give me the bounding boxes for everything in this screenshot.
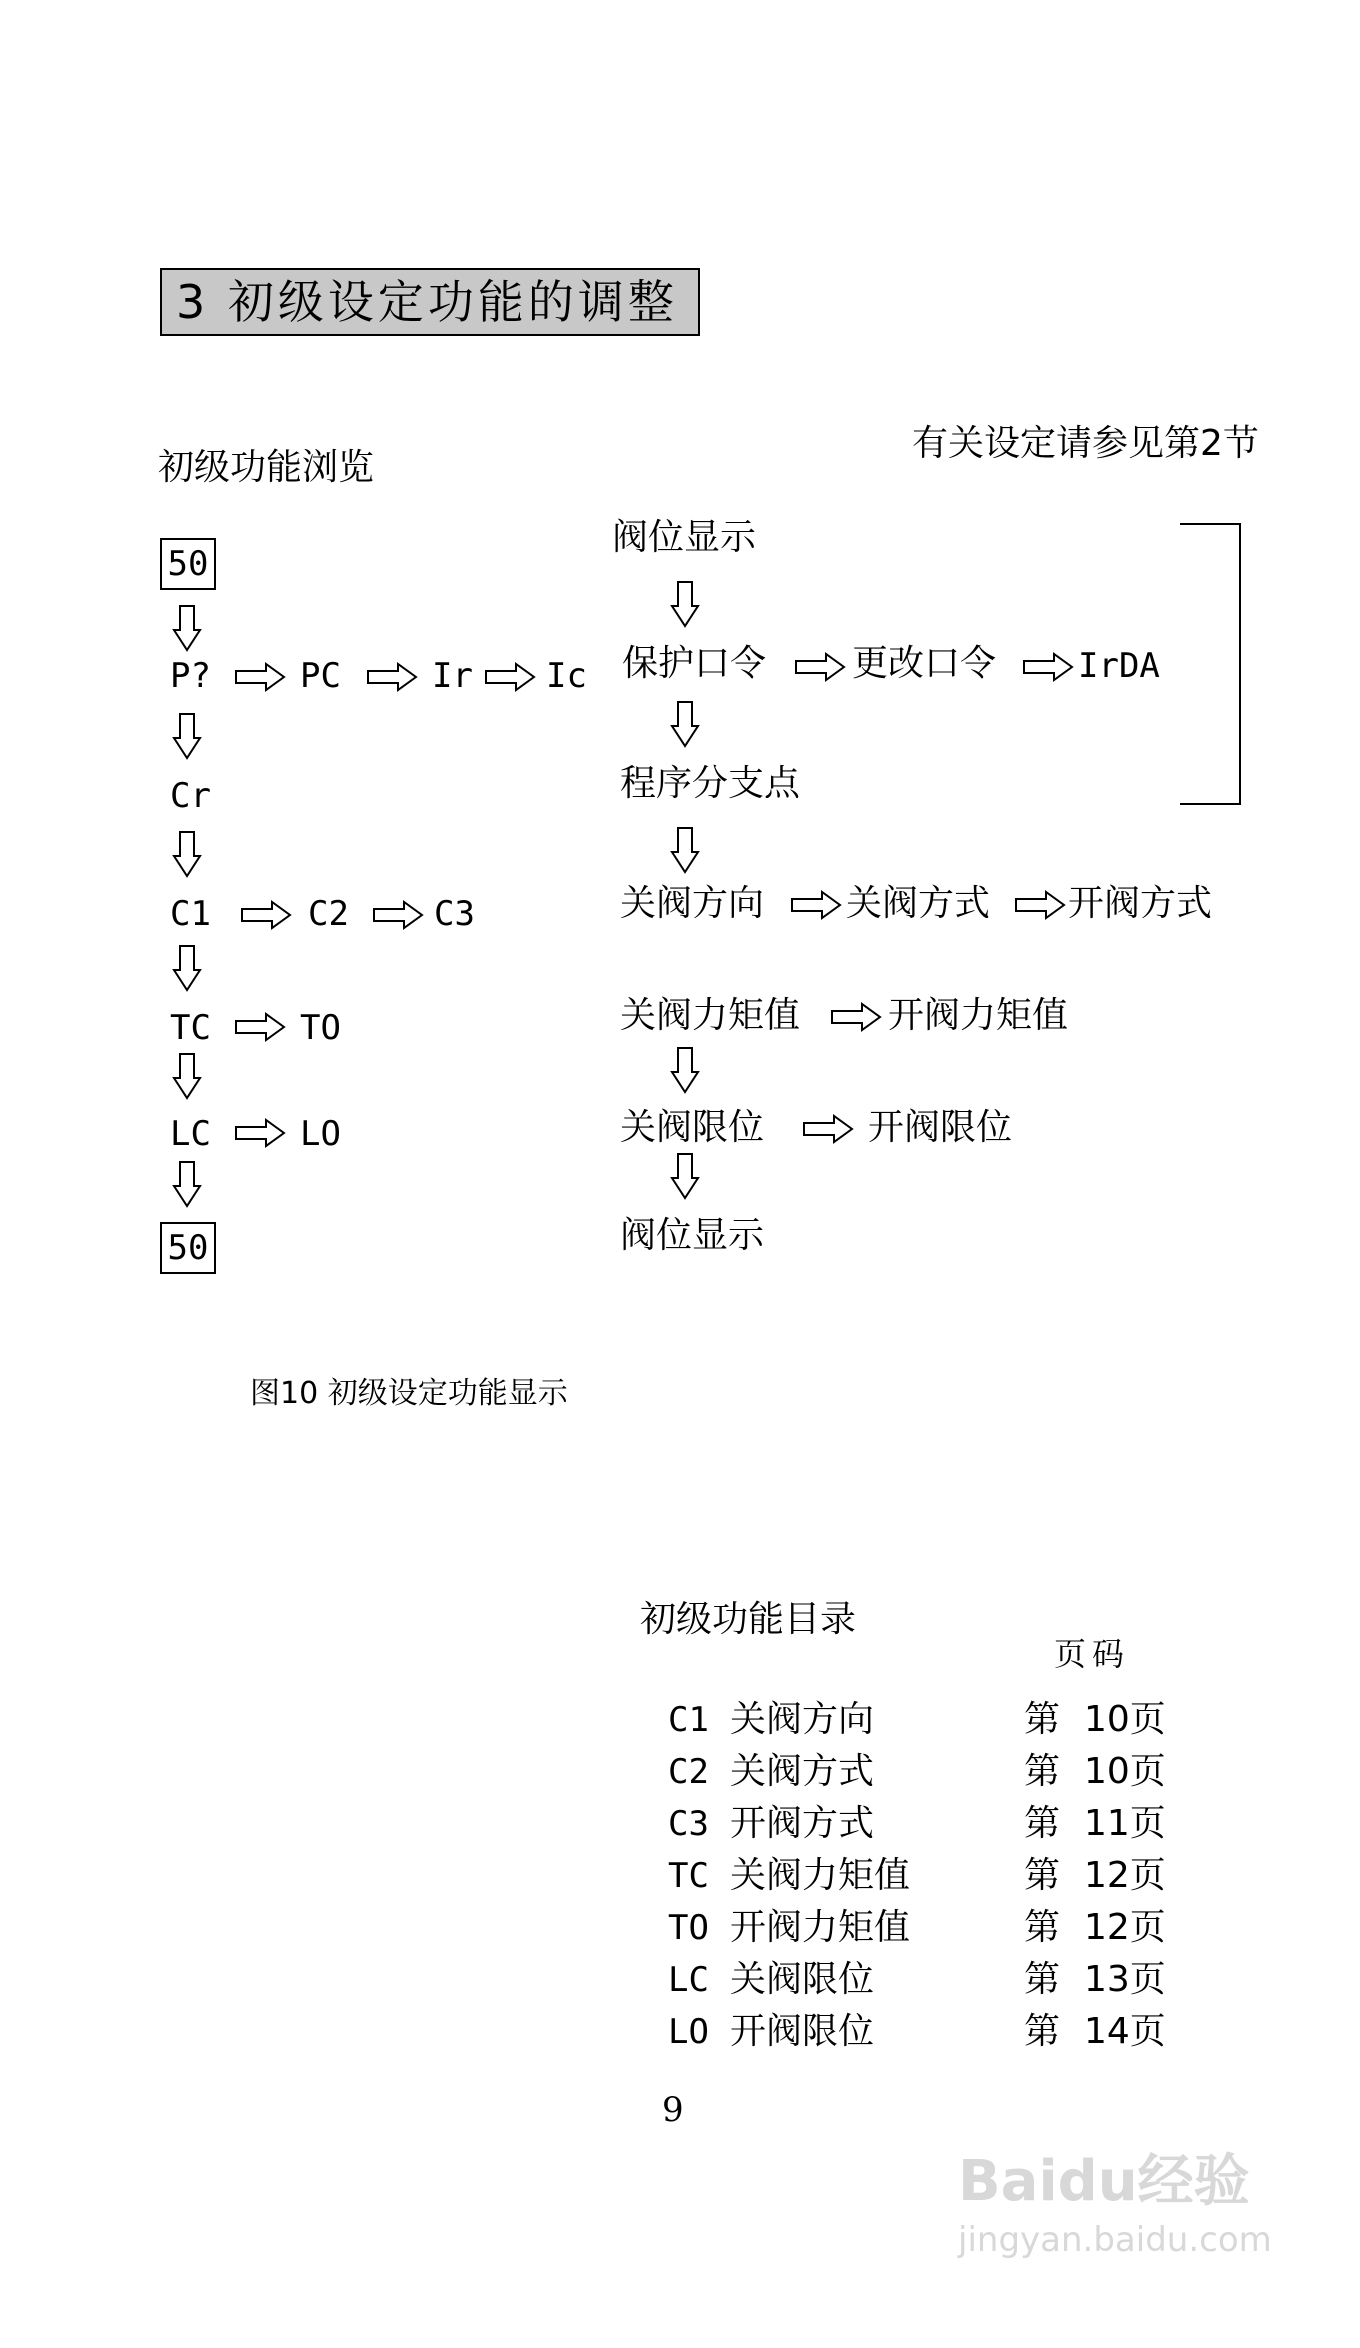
toc-row-code: C3	[668, 1804, 709, 1844]
code-c3: C3	[434, 894, 475, 934]
code-ic: Ic	[546, 656, 587, 696]
open-limit: 开阀限位	[868, 1107, 1013, 1148]
right-arrow-icon	[1014, 890, 1066, 920]
toc-row-name: 开阀限位	[730, 2011, 875, 2052]
toc-row-prefix: 第	[1024, 1959, 1061, 2000]
right-arrow-icon	[234, 1012, 286, 1042]
toc-row-name: 开阀方式	[730, 1803, 875, 1844]
toc-row-prefix: 第	[1024, 1907, 1061, 1948]
down-arrow-icon	[172, 830, 202, 878]
open-mode: 开阀方式	[1068, 883, 1213, 924]
close-mode: 关阀方式	[846, 883, 991, 924]
close-direction: 关阀方向	[620, 883, 765, 924]
right-arrow-icon	[234, 662, 286, 692]
toc-row-page: 12页	[1084, 1907, 1166, 1948]
toc-row-name: 关阀力矩值	[730, 1855, 911, 1896]
code-c1: C1	[170, 894, 211, 934]
down-arrow-icon	[172, 1052, 202, 1100]
watermark-url: jingyan.baidu.com	[958, 2220, 1272, 2260]
figure-caption: 图10 初级设定功能显示	[250, 1376, 568, 1411]
settings-note: 有关设定请参见第2节	[912, 423, 1259, 464]
valve-position-display-top: 阀位显示	[612, 517, 757, 558]
toc-row-code: TO	[668, 1908, 709, 1948]
toc-row-page: 10页	[1084, 1751, 1166, 1792]
right-arrow-icon	[1022, 652, 1074, 682]
toc-row-page: 12页	[1084, 1855, 1166, 1896]
right-arrow-icon	[790, 890, 842, 920]
toc-row-prefix: 第	[1024, 2011, 1061, 2052]
code-ir: Ir	[432, 656, 473, 696]
toc-row-prefix: 第	[1024, 1699, 1061, 1740]
toc-row-prefix: 第	[1024, 1803, 1061, 1844]
down-arrow-icon	[172, 944, 202, 992]
toc-title: 初级功能目录	[640, 1599, 857, 1640]
right-arrow-icon	[484, 662, 536, 692]
down-arrow-icon	[172, 712, 202, 760]
start-code-box: 50	[160, 538, 216, 590]
toc-row-code: TC	[668, 1856, 709, 1896]
toc-row-prefix: 第	[1024, 1751, 1061, 1792]
toc-page-header: 页码	[1054, 1635, 1131, 1673]
code-tc: TC	[170, 1008, 211, 1048]
code-cr: Cr	[170, 776, 211, 816]
code-lo: LO	[300, 1114, 341, 1154]
toc-row-name: 关阀方向	[730, 1699, 875, 1740]
irda: IrDA	[1078, 646, 1160, 686]
code-lc: LC	[170, 1114, 211, 1154]
toc-row-page: 11页	[1084, 1803, 1166, 1844]
right-arrow-icon	[794, 652, 846, 682]
code-to: TO	[300, 1008, 341, 1048]
toc-row-page: 14页	[1084, 2011, 1166, 2052]
right-arrow-icon	[366, 662, 418, 692]
down-arrow-icon	[670, 1152, 700, 1200]
toc-row-name: 开阀力矩值	[730, 1907, 911, 1948]
toc-row-code: LC	[668, 1960, 709, 2000]
code-pc: PC	[300, 656, 341, 696]
browse-label: 初级功能浏览	[158, 447, 375, 488]
right-arrow-icon	[234, 1118, 286, 1148]
right-arrow-icon	[830, 1002, 882, 1032]
close-limit: 关阀限位	[620, 1107, 765, 1148]
right-arrow-icon	[372, 900, 424, 930]
right-arrow-icon	[240, 900, 292, 930]
toc-row-code: C1	[668, 1700, 709, 1740]
toc-row-name: 关阀限位	[730, 1959, 875, 2000]
code-c2: C2	[308, 894, 349, 934]
down-arrow-icon	[172, 1160, 202, 1208]
code-p: P?	[170, 656, 211, 696]
toc-row-page: 10页	[1084, 1699, 1166, 1740]
down-arrow-icon	[670, 826, 700, 874]
change-code: 更改口令	[852, 643, 997, 684]
down-arrow-icon	[670, 580, 700, 628]
close-torque: 关阀力矩值	[620, 995, 801, 1036]
bracket-connector	[1180, 520, 1260, 810]
end-code-box: 50	[160, 1222, 216, 1274]
branch-point: 程序分支点	[620, 763, 801, 804]
down-arrow-icon	[172, 604, 202, 652]
toc-row-page: 13页	[1084, 1959, 1166, 2000]
toc-row-prefix: 第	[1024, 1855, 1061, 1896]
down-arrow-icon	[670, 700, 700, 748]
toc-row-code: C2	[668, 1752, 709, 1792]
down-arrow-icon	[670, 1046, 700, 1094]
section-title: 3 初级设定功能的调整	[160, 268, 700, 336]
toc-row-code: LO	[668, 2012, 709, 2052]
open-torque: 开阀力矩值	[888, 995, 1069, 1036]
toc-row-name: 关阀方式	[730, 1751, 875, 1792]
right-arrow-icon	[802, 1114, 854, 1144]
page-number: 9	[662, 2090, 684, 2130]
watermark-brand: Baidu经验	[958, 2149, 1250, 2214]
protect-code: 保护口令	[622, 643, 767, 684]
valve-position-display-bottom: 阀位显示	[620, 1215, 765, 1256]
